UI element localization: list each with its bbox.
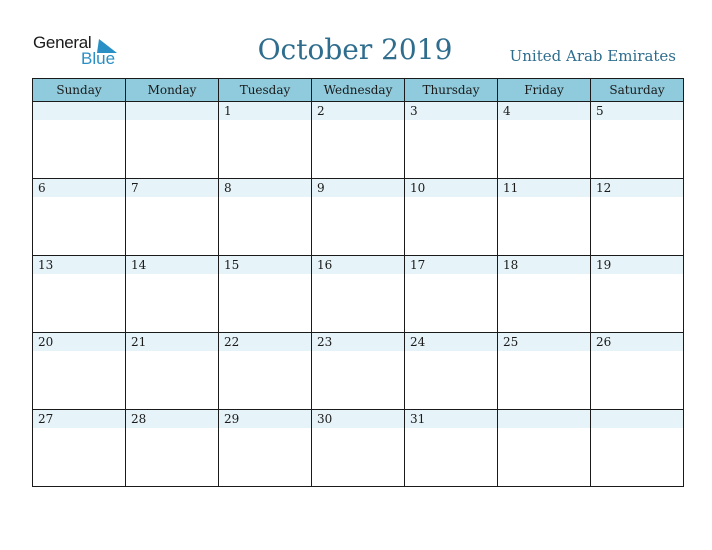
weekday-header-monday: Monday [126, 79, 219, 102]
day-number: 12 [591, 179, 683, 197]
weekday-header-row [33, 79, 684, 102]
day-cell[interactable] [126, 333, 219, 410]
day-cell[interactable] [33, 410, 126, 487]
day-cell[interactable] [219, 102, 312, 179]
weekday-header-friday: Friday [498, 79, 591, 102]
day-cell[interactable] [405, 102, 498, 179]
day-number: 31 [405, 410, 497, 428]
day-cell[interactable] [591, 256, 684, 333]
day-number: 14 [126, 256, 218, 274]
week-row [33, 179, 684, 256]
weekday-header-wednesday: Wednesday [312, 79, 405, 102]
calendar-grid [32, 78, 684, 487]
day-cell[interactable] [33, 333, 126, 410]
day-number [498, 410, 590, 428]
day-number: 21 [126, 333, 218, 351]
day-number [591, 410, 683, 428]
day-cell[interactable] [219, 256, 312, 333]
week-row [33, 410, 684, 487]
day-cell[interactable] [591, 179, 684, 256]
day-cell[interactable] [498, 256, 591, 333]
week-row [33, 102, 684, 179]
day-cell[interactable] [33, 256, 126, 333]
day-cell[interactable] [219, 410, 312, 487]
day-cell[interactable] [498, 179, 591, 256]
logo-word-general: General [33, 33, 92, 52]
day-number: 3 [405, 102, 497, 120]
day-cell[interactable] [219, 179, 312, 256]
day-number: 25 [498, 333, 590, 351]
weekday-header-sunday: Sunday [33, 79, 126, 102]
day-cell[interactable] [498, 410, 591, 487]
weekday-header-saturday: Saturday [591, 79, 684, 102]
day-cell[interactable] [591, 102, 684, 179]
day-number [126, 102, 218, 120]
day-cell[interactable] [312, 333, 405, 410]
day-cell[interactable] [498, 102, 591, 179]
day-cell[interactable] [126, 256, 219, 333]
day-cell[interactable] [405, 410, 498, 487]
day-number: 26 [591, 333, 683, 351]
weekday-header-thursday: Thursday [405, 79, 498, 102]
day-cell[interactable] [405, 333, 498, 410]
day-cell[interactable] [126, 410, 219, 487]
week-row [33, 333, 684, 410]
day-cell[interactable] [591, 333, 684, 410]
day-number: 4 [498, 102, 590, 120]
day-number: 7 [126, 179, 218, 197]
day-cell[interactable] [219, 333, 312, 410]
day-number: 22 [219, 333, 311, 351]
day-cell[interactable] [312, 410, 405, 487]
day-number: 15 [219, 256, 311, 274]
day-number: 17 [405, 256, 497, 274]
day-number: 8 [219, 179, 311, 197]
day-cell[interactable] [126, 102, 219, 179]
logo-word-blue: Blue [81, 49, 116, 68]
day-number: 11 [498, 179, 590, 197]
day-number: 27 [33, 410, 125, 428]
day-number: 9 [312, 179, 404, 197]
day-number: 20 [33, 333, 125, 351]
day-number: 6 [33, 179, 125, 197]
day-cell[interactable] [591, 410, 684, 487]
day-cell[interactable] [405, 256, 498, 333]
day-cell[interactable] [126, 179, 219, 256]
day-cell[interactable] [33, 179, 126, 256]
day-number: 28 [126, 410, 218, 428]
day-cell[interactable] [312, 179, 405, 256]
day-number: 2 [312, 102, 404, 120]
generalblue-logo [33, 33, 128, 69]
day-number: 5 [591, 102, 683, 120]
day-cell[interactable] [33, 102, 126, 179]
day-number: 23 [312, 333, 404, 351]
day-number: 30 [312, 410, 404, 428]
day-number: 29 [219, 410, 311, 428]
day-cell[interactable] [498, 333, 591, 410]
day-number: 16 [312, 256, 404, 274]
day-number: 24 [405, 333, 497, 351]
day-number: 13 [33, 256, 125, 274]
day-number: 1 [219, 102, 311, 120]
day-cell[interactable] [312, 102, 405, 179]
day-number: 18 [498, 256, 590, 274]
day-cell[interactable] [405, 179, 498, 256]
day-cell[interactable] [312, 256, 405, 333]
page-title: October 2019 [257, 33, 453, 66]
day-number: 10 [405, 179, 497, 197]
country-label: United Arab Emirates [509, 47, 676, 65]
weekday-header-tuesday: Tuesday [219, 79, 312, 102]
day-number: 19 [591, 256, 683, 274]
week-row [33, 256, 684, 333]
day-number [33, 102, 125, 120]
